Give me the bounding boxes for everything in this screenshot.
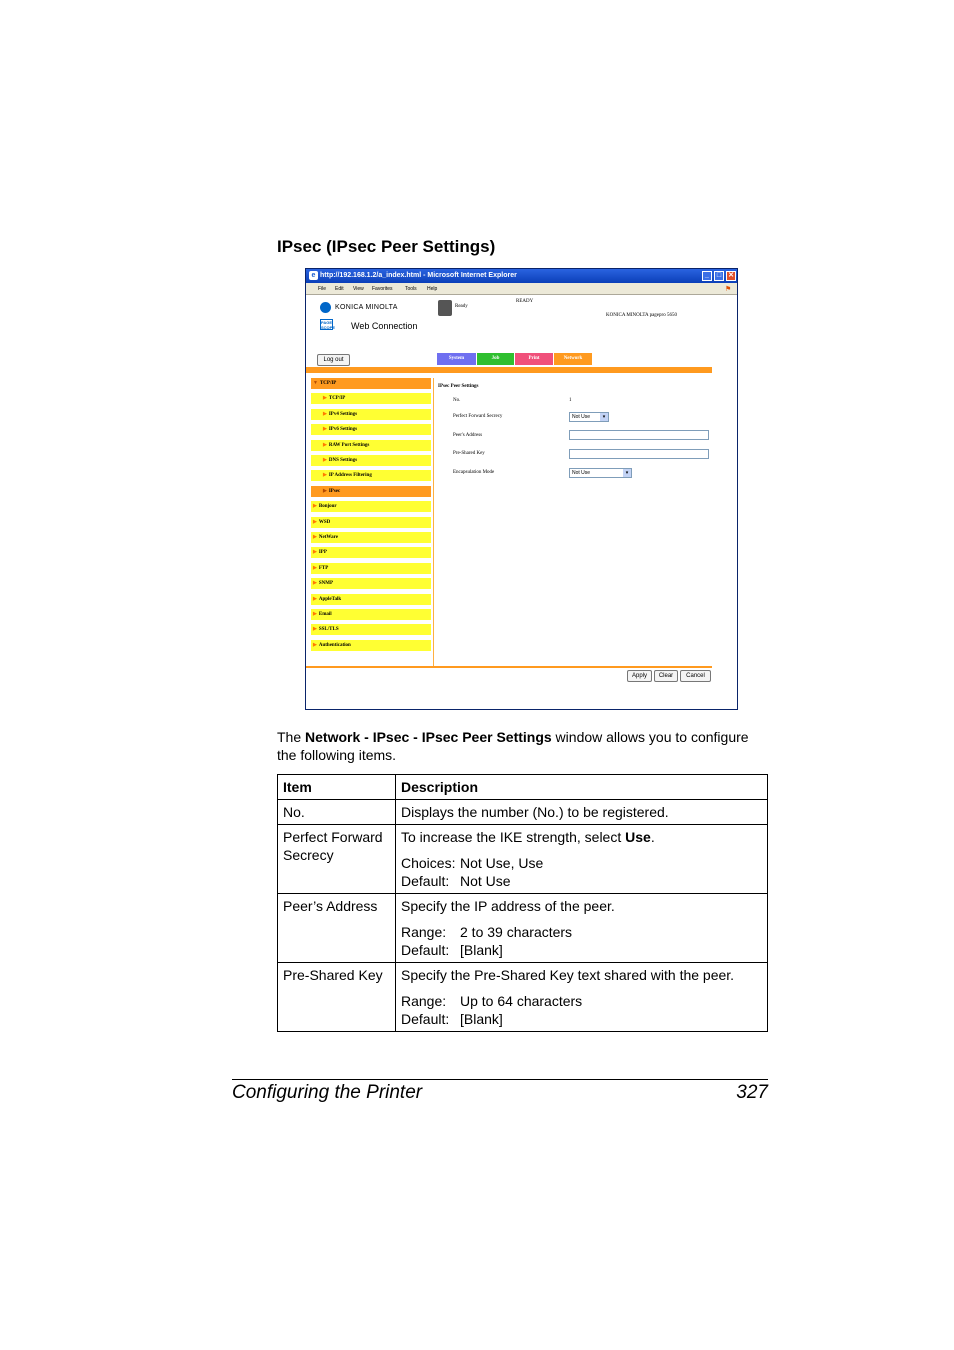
triangle-right-icon: ▶ [313, 642, 317, 648]
chevron-down-icon: ▾ [623, 469, 631, 477]
window-title: http://192.168.1.2/a_index.html - Microsoft Internet Explorer [320, 272, 517, 279]
desc-text: To increase the IKE strength, select [401, 829, 626, 845]
nav-item-raw-port-settings[interactable] [311, 440, 431, 451]
cell-item: No. [278, 800, 396, 825]
triangle-right-icon: ▶ [313, 565, 317, 571]
nav-item-tcp-ip[interactable] [311, 378, 431, 389]
nav-item-email[interactable] [311, 609, 431, 620]
default-label: Default: [401, 942, 450, 958]
triangle-right-icon: ▶ [313, 581, 317, 587]
nav-item-label: RAW Port Settings [328, 442, 370, 448]
nav-item-label: Bonjour [318, 504, 337, 510]
nav-item-label: IPP [318, 550, 327, 556]
nav-item-tcp-ip[interactable] [311, 393, 431, 404]
desc-bold: Use [625, 829, 651, 845]
konica-logo-icon [320, 302, 331, 313]
tab-network[interactable]: Network [554, 353, 592, 365]
nav-item-ssl-tls[interactable] [311, 624, 431, 635]
menu-favorites[interactable]: Favorites [372, 286, 393, 292]
nav-item-ipv4-settings[interactable] [311, 409, 431, 420]
cell-item: Peer’s Address [278, 894, 396, 963]
section-heading: IPsec (IPsec Peer Settings) [277, 237, 496, 256]
encapsulation-select[interactable] [569, 468, 632, 478]
tab-system[interactable]: System [437, 353, 476, 365]
triangle-right-icon: ▶ [323, 442, 327, 448]
menu-file[interactable]: File [318, 286, 327, 292]
nav-item-authentication[interactable] [311, 640, 431, 651]
field-enc-label: Encapsulation Mode [453, 470, 495, 475]
pfs-select[interactable] [569, 412, 609, 422]
cell-desc [396, 825, 768, 894]
cell-desc [396, 963, 768, 1032]
triangle-right-icon: ▶ [313, 612, 317, 617]
tab-print[interactable]: Print [515, 353, 553, 365]
status-text: Ready [455, 304, 468, 309]
printer-icon [438, 300, 452, 316]
triangle-right-icon: ▶ [323, 488, 327, 494]
nav-item-dns-settings[interactable] [311, 455, 431, 466]
header-divider [306, 367, 712, 373]
minimize-icon[interactable]: _ [702, 271, 712, 281]
field-no-label: No. [453, 398, 461, 403]
triangle-right-icon: ▶ [323, 458, 327, 463]
triangle-right-icon: ▶ [313, 596, 317, 602]
nav-item-label: WSD [318, 519, 331, 525]
nav-item-label: IPv6 Settings [328, 427, 358, 433]
table-header-row [278, 775, 768, 800]
nav-item-label: TCP/IP [319, 381, 337, 386]
default-label: Default: [401, 873, 450, 889]
triangle-right-icon: ▶ [313, 504, 317, 510]
intro-paragraph [277, 728, 769, 764]
range-label: Range: [401, 924, 447, 940]
field-peer-label: Peer's Address [453, 433, 483, 438]
maximize-icon[interactable]: □ [714, 271, 724, 281]
nav-item-label: Email [318, 612, 332, 617]
nav-item-label: SNMP [318, 581, 334, 587]
nav-item-ipsec[interactable] [311, 486, 431, 497]
content-title: IPsec Peer Settings [438, 384, 479, 389]
ie-icon: e [309, 271, 318, 280]
nav-item-label: FTP [318, 565, 329, 571]
triangle-right-icon: ▶ [313, 519, 317, 525]
browser-titlebar [306, 269, 737, 283]
default-label: Default: [401, 1011, 450, 1027]
peer-address-input[interactable] [569, 430, 709, 440]
encapsulation-select-value: Not Use [572, 470, 591, 476]
close-icon[interactable]: ✕ [726, 271, 736, 281]
header-description: Description [396, 775, 768, 800]
triangle-right-icon: ▶ [323, 411, 327, 417]
range-value: Up to 64 characters [460, 993, 583, 1009]
triangle-right-icon: ▶ [313, 550, 317, 556]
intro-bold: Network - IPsec - IPsec Peer Settings [305, 729, 552, 745]
field-psk-label: Pre-Shared Key [453, 451, 485, 456]
web-connection-label: Web Connection [351, 321, 418, 331]
nav-item-label: TCP/IP [328, 396, 346, 402]
model-name: KONICA MINOLTA pagepro 5650 [606, 313, 677, 318]
pagescope-logo-icon: PAGE SCOPE [321, 320, 336, 330]
table-row [278, 825, 768, 894]
apply-button[interactable]: Apply [627, 670, 652, 682]
nav-item-snmp[interactable] [311, 578, 431, 589]
triangle-right-icon: ▶ [323, 427, 327, 433]
range-value: 2 to 39 characters [460, 924, 573, 940]
field-no-value: 1 [569, 398, 572, 403]
default-value: [Blank] [460, 1011, 503, 1027]
triangle-right-icon: ▶ [323, 473, 327, 479]
choices-label: Choices: [401, 855, 456, 871]
desc-text: Specify the Pre-Shared Key text shared with the peer. [401, 967, 735, 983]
footer-title: Configuring the Printer [232, 1082, 423, 1103]
cancel-button[interactable]: Cancel [680, 670, 711, 682]
nav-item-bonjour[interactable] [311, 501, 431, 512]
menu-tools[interactable]: Tools [405, 286, 417, 292]
field-pfs-label: Perfect Forward Secrecy [453, 414, 503, 419]
browser-screenshot [305, 268, 738, 710]
cell-item: Perfect Forward Secrecy [278, 825, 396, 894]
desc-suffix: . [650, 829, 655, 845]
nav-item-ip-address-filtering[interactable] [311, 470, 431, 481]
header-item: Item [278, 775, 396, 800]
menu-help[interactable]: Help [427, 286, 438, 292]
nav-panel [311, 378, 434, 667]
cell-desc: Displays the number (No.) to be registered. [396, 800, 768, 825]
intro-after: window allows you to configure the following items. [277, 729, 749, 763]
nav-item-wsd[interactable] [311, 517, 431, 528]
nav-item-label: AppleTalk [318, 596, 342, 602]
nav-item-label: NetWare [318, 535, 338, 540]
description-table [277, 774, 768, 1032]
default-value: [Blank] [460, 942, 503, 958]
nav-item-label: Authentication [318, 642, 351, 648]
menu-edit[interactable]: Edit [335, 286, 344, 292]
nav-item-label: DNS Settings [328, 458, 358, 463]
logout-button[interactable]: Log out [317, 354, 350, 366]
choices-value: Not Use, Use [460, 855, 544, 871]
windows-flag-icon: ⚑ [725, 286, 732, 293]
tab-job[interactable]: Job [477, 353, 514, 365]
triangle-right-icon: ▶ [323, 396, 327, 402]
nav-item-appletalk[interactable] [311, 594, 431, 605]
nav-item-label: IPv4 Settings [328, 411, 358, 417]
table-row [278, 894, 768, 963]
nav-item-label: IP Address Filtering [328, 473, 372, 479]
pre-shared-key-input[interactable] [569, 449, 709, 459]
intro-before: The [277, 729, 306, 745]
page-number: 327 [736, 1082, 768, 1103]
triangle-down-icon: ▼ [313, 381, 318, 386]
brand-name: KONICA MINOLTA [335, 304, 398, 311]
footer-rule [232, 1079, 768, 1080]
clear-button[interactable]: Clear [654, 670, 678, 682]
triangle-right-icon: ▶ [313, 627, 317, 633]
cell-item: Pre-Shared Key [278, 963, 396, 1032]
menu-bar [306, 283, 737, 295]
nav-item-ftp[interactable] [311, 563, 431, 574]
nav-item-ipp[interactable] [311, 547, 431, 558]
table-row [278, 963, 768, 1032]
desc-text: Specify the IP address of the peer. [401, 898, 615, 914]
nav-item-label: IPsec [328, 488, 341, 494]
nav-item-label: SSL/TLS [318, 627, 339, 633]
menu-view[interactable]: View [353, 286, 364, 292]
table-row [278, 800, 768, 825]
nav-item-ipv6-settings[interactable] [311, 424, 431, 435]
pfs-select-value: Not Use [572, 414, 591, 420]
chevron-down-icon: ▾ [600, 413, 608, 421]
nav-item-netware[interactable] [311, 532, 431, 543]
range-label: Range: [401, 993, 447, 1009]
cell-desc [396, 894, 768, 963]
footer-divider [306, 666, 712, 668]
triangle-right-icon: ▶ [313, 535, 317, 540]
default-value: Not Use [460, 873, 511, 889]
status-caps: READY [516, 299, 534, 304]
